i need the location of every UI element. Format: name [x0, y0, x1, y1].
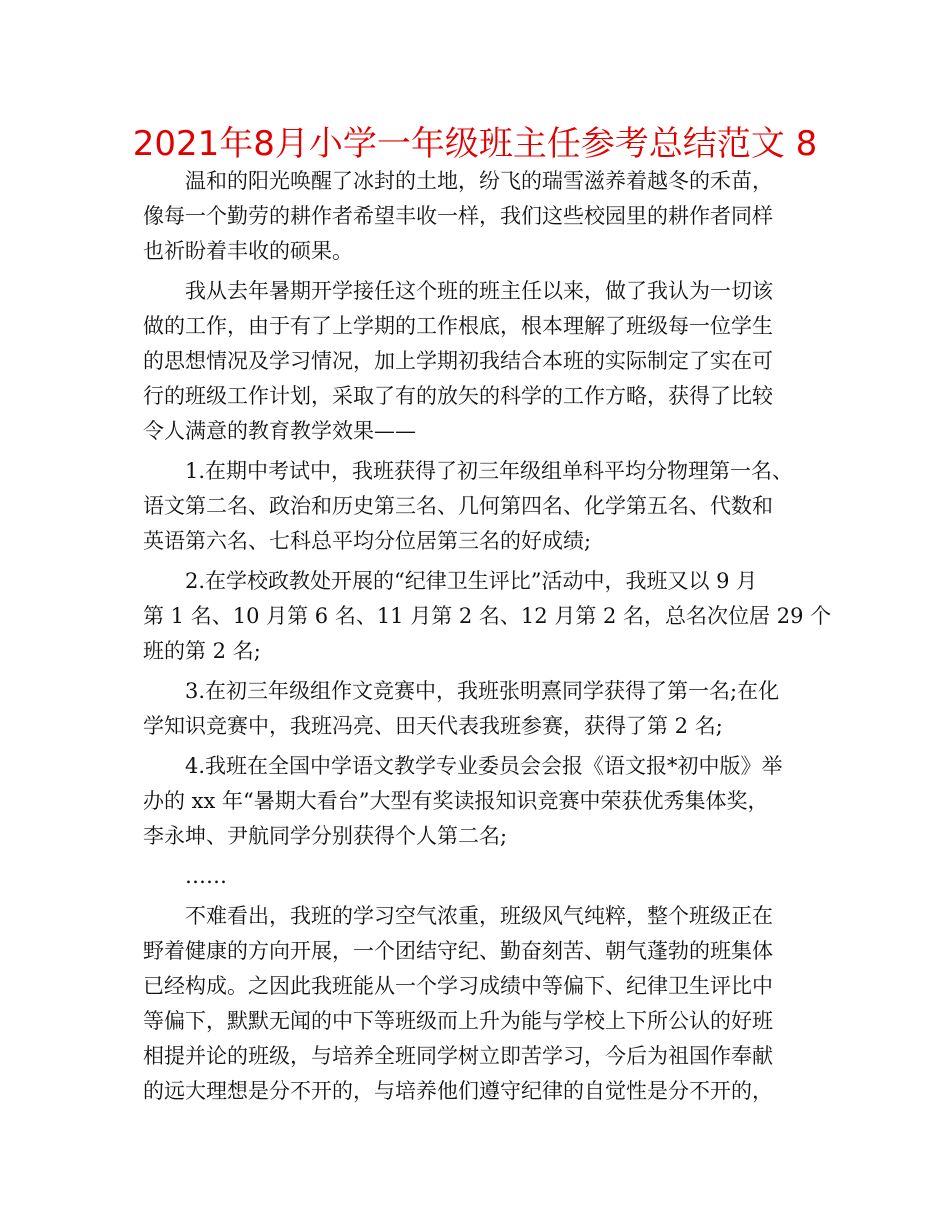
paragraph [143, 899, 813, 1109]
paragraph [143, 674, 813, 744]
document-body [143, 164, 832, 1109]
paragraph [143, 164, 813, 269]
text-line: 的思想情况及学习情况，加上学期初我结合本班的实际制定了实在可 [143, 349, 773, 373]
text-line: 已经构成。之因此我班能从一个学习成绩中等偏下、纪律卫生评比中 [143, 974, 773, 998]
text-line: 我从去年暑期开学接任这个班的班主任以来，做了我认为一切该 [185, 279, 773, 303]
text-line: 等偏下，默默无闻的中下等班级而上升为能与学校上下所公认的好班 [143, 1009, 773, 1033]
paragraph [143, 274, 813, 449]
paragraph [143, 454, 813, 559]
text-line: 不难看出，我班的学习空气浓重，班级风气纯粹，整个班级正在 [185, 904, 773, 928]
text-line: 行的班级工作计划，采取了有的放矢的科学的工作方略，获得了比较 [143, 384, 773, 408]
text-line: 相提并论的班级，与培养全班同学树立即苦学习，今后为祖国作奉献 [143, 1044, 773, 1068]
text-line: 第 1 名、10 月第 6 名、11 月第 2 名、12 月第 2 名，总名次位居 29 个 [143, 604, 832, 628]
paragraph [143, 859, 813, 894]
text-line: 班的第 2 名; [143, 639, 261, 663]
text-line: 温和的阳光唤醒了冰封的土地，纷飞的瑞雪滋养着越冬的禾苗， [185, 169, 773, 193]
text-line: 的远大理想是分不开的，与培养他们遵守纪律的自觉性是分不开的， [143, 1079, 773, 1103]
text-line: 语文第二名、政治和历史第三名、几何第四名、化学第五名、代数和 [143, 494, 773, 518]
text-line: 3.在初三年级组作文竞赛中，我班张明熹同学获得了第一名;在化 [185, 679, 780, 703]
text-line: 1.在期中考试中，我班获得了初三年级组单科平均分物理第一名、 [185, 459, 794, 483]
text-line: 令人满意的教育教学效果—— [143, 419, 416, 443]
text-line: 办的 xx 年“暑期大看台”大型有奖读报知识竞赛中荣获优秀集体奖， [143, 789, 769, 813]
paragraph [143, 564, 832, 669]
ellipsis-line: …… [185, 864, 227, 888]
document-title: 2021年8月小学一年级班主任参考总结范文 8 [132, 124, 818, 164]
text-line: 4.我班在全国中学语文教学专业委员会会报《语文报*初中版》举 [185, 754, 783, 778]
text-line: 2.在学校政教处开展的“纪律卫生评比”活动中，我班又以 9 月 [185, 569, 758, 593]
paragraph [143, 749, 813, 854]
text-line: 做的工作，由于有了上学期的工作根底，根本理解了班级每一位学生 [143, 314, 773, 338]
text-line: 野着健康的方向开展，一个团结守纪、勤奋刻苦、朝气蓬勃的班集体 [143, 939, 773, 963]
text-line: 英语第六名、七科总平均分位居第三名的好成绩; [143, 529, 592, 553]
text-line: 像每一个勤劳的耕作者希望丰收一样，我们这些校园里的耕作者同样 [143, 204, 773, 228]
text-line: 李永坤、尹航同学分别获得个人第二名; [143, 824, 508, 848]
text-line: 也祈盼着丰收的硕果。 [143, 239, 353, 263]
text-line: 学知识竞赛中，我班冯亮、田天代表我班参赛，获得了第 2 名; [143, 714, 723, 738]
